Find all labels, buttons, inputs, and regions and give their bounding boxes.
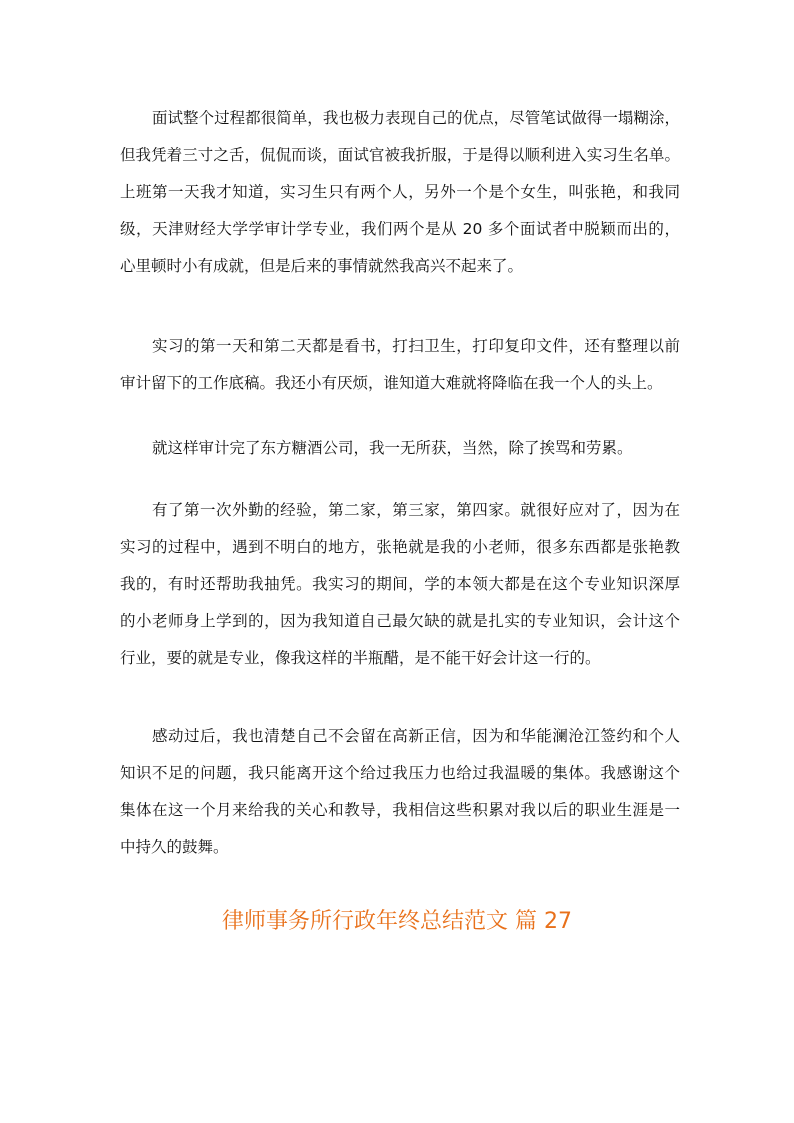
- text-line: 就这样审计完了东方糖酒公司，我一无所获，当然，除了挨骂和劳累。: [152, 439, 633, 457]
- text-line: 级，天津财经大学学审计学专业，我们两个是从 20 多个面试者中脱颖而出的，: [120, 220, 680, 238]
- text-line: 面试整个过程都很简单，我也极力表现自己的优点，尽管笔试做得一塌糊涂，: [152, 109, 680, 127]
- text-line: 集体在这一个月来给我的关心和教导，我相信这些积累对我以后的职业生涯是一: [120, 801, 680, 819]
- text-line: 上班第一天我才知道，实习生只有两个人，另外一个是个女生，叫张艳，和我同: [120, 183, 680, 201]
- text-line: 实习的第一天和第二天都是看书，打扫卫生，打印复印文件，还有整理以前: [152, 337, 680, 355]
- text-line: 心里顿时小有成就，但是后来的事情就然我高兴不起来了。: [120, 257, 524, 275]
- text-line: 中持久的鼓舞。: [120, 838, 229, 856]
- text-line: 有了第一次外勤的经验，第二家，第三家，第四家。就很好应对了，因为在: [152, 501, 680, 519]
- paragraph-1: [120, 100, 680, 285]
- paragraph-5: [120, 718, 680, 866]
- text-line: 实习的过程中，遇到不明白的地方，张艳就是我的小老师，很多东西都是张艳教: [120, 538, 680, 556]
- text-line: 行业，要的就是专业，像我这样的半瓶醋，是不能干好会计这一行的。: [120, 649, 601, 667]
- text-line: 我的，有时还帮助我抽凭。我实习的期间，学的本领大都是在这个专业知识深厚: [120, 575, 680, 593]
- paragraph-3: [120, 430, 680, 467]
- paragraph-4: [120, 492, 680, 677]
- text-line: 审计留下的工作底稿。我还小有厌烦，谁知道大难就将降临在我一个人的头上。: [120, 374, 663, 392]
- section-heading: 律师事务所行政年终总结范文 篇 27: [222, 909, 572, 934]
- text-line: 的小老师身上学到的，因为我知道自己最欠缺的就是扎实的专业知识，会计这个: [120, 612, 680, 630]
- text-line: 但我凭着三寸之舌，侃侃而谈，面试官被我折服，于是得以顺利进入实习生名单。: [120, 146, 680, 164]
- text-line: 感动过后，我也清楚自己不会留在高新正信，因为和华能澜沧江签约和个人: [152, 727, 680, 745]
- text-line: 知识不足的问题，我只能离开这个给过我压力也给过我温暖的集体。我感谢这个: [120, 764, 680, 782]
- paragraph-2: [120, 328, 680, 402]
